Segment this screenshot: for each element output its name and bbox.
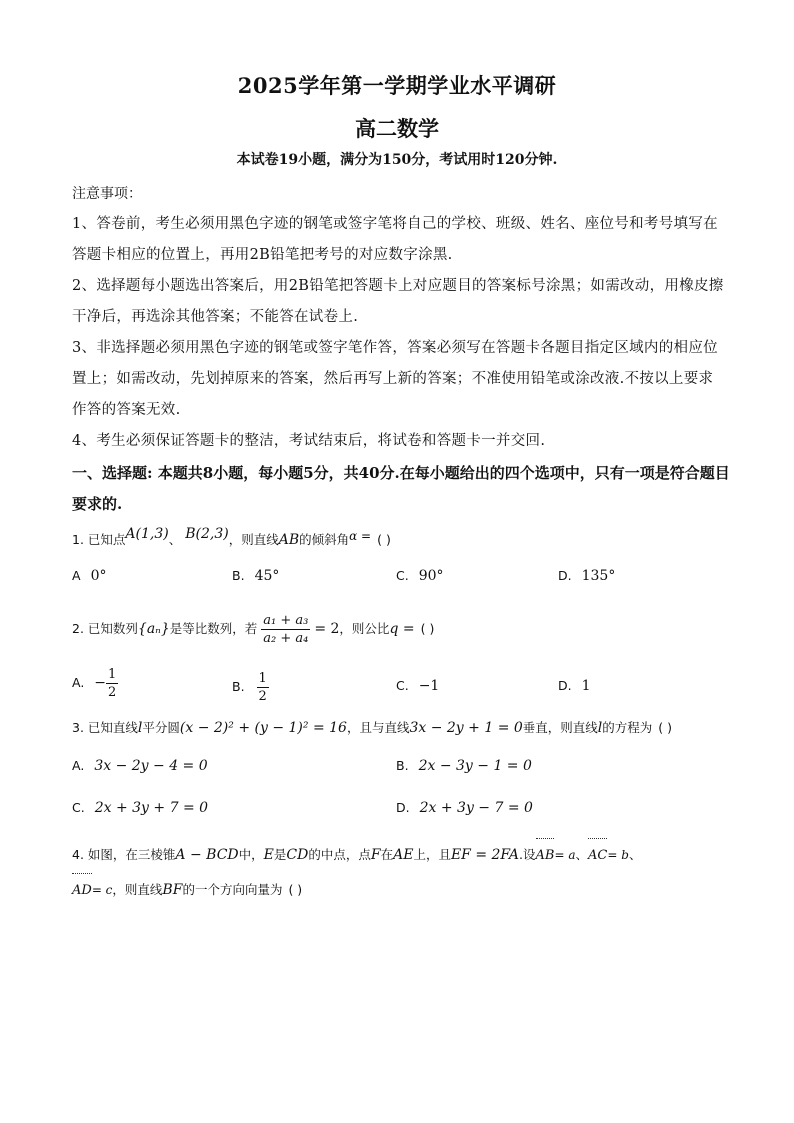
fraction-numerator: 1 bbox=[108, 667, 117, 682]
q3-l2: l bbox=[597, 720, 603, 736]
q4-relation: EF = 2FA bbox=[450, 847, 520, 863]
exam-info: 本试卷19小题，满分为150分，考试用时120分钟. bbox=[236, 152, 558, 168]
q1-mid: ，则直线 bbox=[228, 532, 279, 547]
option-label: B. bbox=[232, 568, 245, 583]
q2-tail: ，则公比 bbox=[339, 621, 390, 636]
option-label: D. bbox=[396, 800, 410, 815]
q4-f: F bbox=[370, 847, 381, 863]
question-2 bbox=[72, 612, 732, 647]
q4-p8: ，则直线 bbox=[112, 882, 163, 897]
option-label: C. bbox=[72, 800, 85, 815]
notice-item-2: 2、选择题每小题选出答案后，用2B铅笔把答题卡上对应题目的答案标号涂黑；如需改动，用橡皮擦干净后，再选涂其他答案；不能答在试卷上. bbox=[72, 278, 724, 325]
q1-prefix: 1. 已知点 bbox=[72, 532, 126, 547]
q1-option-a bbox=[72, 568, 106, 584]
q4-pyramid: A − BCD bbox=[175, 847, 239, 863]
q4-eq-a: = a bbox=[554, 848, 576, 862]
fraction-denominator: 2 bbox=[108, 685, 117, 700]
option-label: A. bbox=[72, 675, 85, 690]
q3-prefix: 3. 已知直线 bbox=[72, 720, 138, 735]
q1-point-a: A(1,3) bbox=[125, 526, 169, 542]
option-value: 0° bbox=[90, 568, 107, 584]
q4-vector-ad: AD bbox=[72, 874, 92, 908]
q3-circle: (x − 2)² + (y − 1)² = 16 bbox=[179, 720, 347, 736]
exam-title: 2025学年第一学期学业水平调研 bbox=[237, 73, 557, 98]
option-value: 135° bbox=[581, 568, 616, 584]
q2-option-c bbox=[396, 678, 439, 694]
q4-p2: 中， bbox=[238, 847, 264, 862]
q4-tail: 的一个方向向量为 bbox=[182, 882, 283, 897]
option-label: D. bbox=[558, 568, 572, 583]
q4-vector-ab: AB bbox=[536, 839, 555, 873]
notice-item-4: 4、考生必须保证答题卡的整洁，考试结束后，将试卷和答题卡一并交回. bbox=[72, 433, 546, 449]
fraction-denominator: a₂ + a₄ bbox=[263, 631, 309, 646]
q3-line: 3x − 2y + 1 = 0 bbox=[409, 720, 523, 736]
option-value: −1 bbox=[418, 678, 440, 694]
q4-ae: AE bbox=[393, 847, 414, 863]
question-1 bbox=[72, 526, 732, 548]
q1-point-b: B(2,3) bbox=[185, 526, 229, 542]
option-value: 45° bbox=[254, 568, 280, 584]
q3-tail: 的方程为 bbox=[602, 720, 653, 735]
fraction-denominator: 2 bbox=[258, 689, 267, 704]
fraction-numerator: 1 bbox=[258, 671, 267, 686]
q1-bracket: ( ) bbox=[377, 532, 391, 547]
option-label: C. bbox=[396, 568, 409, 583]
option-value: 1 bbox=[581, 678, 591, 694]
option-fraction bbox=[106, 666, 118, 701]
fraction-numerator: a₁ + a₃ bbox=[263, 613, 309, 628]
q2-option-a bbox=[72, 666, 118, 701]
option-fraction bbox=[257, 670, 269, 705]
q2-prefix: 2. 已知数列 bbox=[72, 621, 138, 636]
option-value: 2x − 3y − 1 = 0 bbox=[418, 758, 532, 774]
q4-p4: 的中点，点 bbox=[308, 847, 371, 862]
option-label: A. bbox=[72, 758, 85, 773]
option-value: 2x + 3y − 7 = 0 bbox=[419, 800, 533, 816]
q2-option-b bbox=[232, 670, 269, 705]
q4-prefix: 4. 如图，在三棱锥 bbox=[72, 847, 176, 862]
exam-subject: 高二数学 bbox=[355, 116, 439, 141]
q2-q: q = bbox=[389, 621, 415, 637]
option-label: A bbox=[72, 568, 81, 583]
q4-p3: 是 bbox=[273, 847, 287, 862]
q4-vector-ac: AC bbox=[588, 839, 607, 873]
q4-p7: .设 bbox=[519, 847, 536, 862]
q4-bracket: ( ) bbox=[288, 882, 303, 897]
q1-tail: 的倾斜角 bbox=[299, 532, 350, 547]
option-label: C. bbox=[396, 678, 409, 693]
option-label: B. bbox=[232, 679, 245, 694]
q4-sep1: 、 bbox=[575, 847, 589, 862]
q2-fraction bbox=[261, 612, 310, 647]
option-label: D. bbox=[558, 678, 572, 693]
option-value: 2x + 3y + 7 = 0 bbox=[94, 800, 209, 816]
option-value: 3x − 2y − 4 = 0 bbox=[94, 758, 208, 774]
question-4 bbox=[72, 838, 732, 908]
q2-option-d bbox=[558, 678, 591, 694]
option-label: B. bbox=[396, 758, 409, 773]
question-3 bbox=[72, 718, 732, 736]
section-heading: 一、选择题: 本题共8小题，每小题5分，共40分.在每小题给出的四个选项中，只有一项是符合题目要求的. bbox=[72, 464, 730, 513]
q4-eq-b: = b bbox=[607, 848, 629, 862]
q2-mid: 是等比数列，若 bbox=[169, 621, 258, 636]
option-sign: − bbox=[94, 675, 107, 691]
q4-cd: CD bbox=[286, 847, 309, 863]
notice-item-3: 3、非选择题必须用黑色字迹的钢笔或签字笔作答，答案必须写在答题卡各题目指定区域内的相应位置上；如需改动，先划掉原来的答案，然后再写上新的答案；不准使用铅笔或涂改液.不按以上要求作答的答案无效. bbox=[72, 340, 718, 418]
q1-option-d bbox=[558, 568, 615, 584]
notice-item-1: 1、答卷前，考生必须用黑色字迹的钢笔或签字笔将自己的学校、班级、姓名、座位号和考号填写在答题卡相应的位置上，再用2B铅笔把考号的对应数字涂黑. bbox=[72, 216, 718, 263]
q3-l: l bbox=[137, 720, 143, 736]
q3-option-d bbox=[396, 800, 533, 816]
q1-alpha: α = bbox=[349, 529, 372, 543]
q1-option-c bbox=[396, 568, 444, 584]
q4-eq-c: = c bbox=[91, 883, 113, 897]
q4-bf: BF bbox=[162, 882, 183, 898]
q3-mid1: 平分圆 bbox=[142, 720, 180, 735]
q2-eq: = 2 bbox=[314, 621, 340, 637]
q4-e: E bbox=[263, 847, 274, 863]
q3-option-b bbox=[396, 758, 532, 774]
q3-option-c bbox=[72, 800, 208, 816]
q4-p6: 上，且 bbox=[413, 847, 451, 862]
q1-line: AB bbox=[278, 532, 300, 548]
q4-p5: 在 bbox=[380, 847, 394, 862]
q1-sep: 、 bbox=[168, 532, 182, 547]
q4-sep2: 、 bbox=[628, 847, 642, 862]
q3-option-a bbox=[72, 758, 208, 774]
q2-bracket: ( ) bbox=[420, 621, 435, 636]
q1-option-b bbox=[232, 568, 279, 584]
q2-seq: {aₙ} bbox=[137, 621, 170, 637]
q3-mid2: ，且与直线 bbox=[346, 720, 410, 735]
notice-heading: 注意事项： bbox=[72, 186, 142, 202]
q3-mid3: 垂直，则直线 bbox=[522, 720, 598, 735]
option-value: 90° bbox=[418, 568, 444, 584]
q3-bracket: ( ) bbox=[658, 720, 673, 735]
